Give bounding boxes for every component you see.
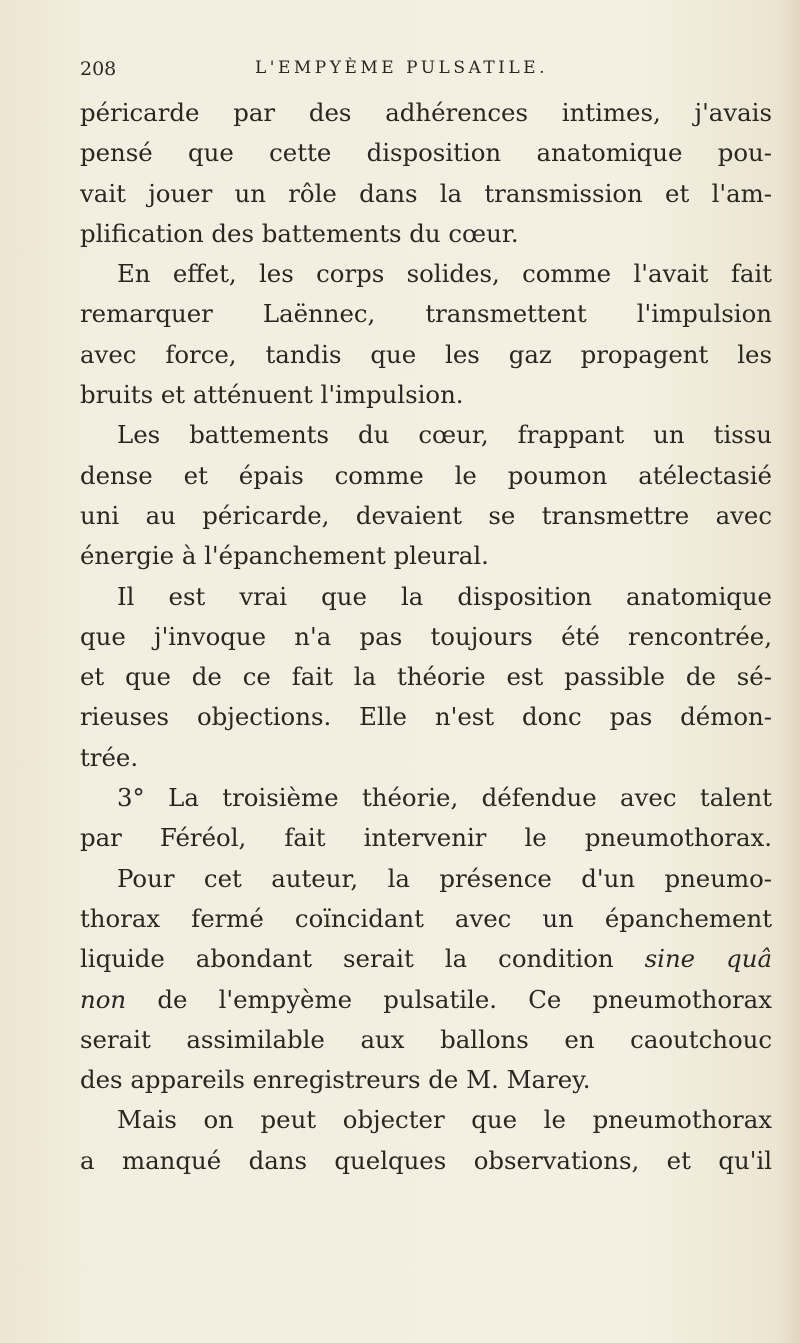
text-line: dense et épais comme le poumon atélectasié bbox=[80, 460, 772, 490]
text-line: rieuses objections. Elle n'est donc pas démon- bbox=[80, 702, 772, 732]
text-line: bruits et atténuent l'impulsion. bbox=[80, 380, 464, 410]
text-line: par Féréol, fait intervenir le pneumothorax. bbox=[80, 823, 772, 853]
text-line: plification des battements du cœur. bbox=[80, 218, 519, 248]
text-line: pensé que cette disposition anatomique pou- bbox=[80, 138, 772, 168]
running-title: L'EMPYÈME PULSATILE. bbox=[255, 58, 548, 78]
text-line-with-italic bbox=[80, 980, 772, 1020]
page-header bbox=[80, 58, 770, 88]
italic-phrase: sine quâ bbox=[644, 944, 772, 974]
text-line: Pour cet auteur, la présence d'un pneumo- bbox=[117, 863, 772, 893]
body-text bbox=[80, 93, 772, 1181]
text-line-with-italic bbox=[80, 939, 772, 979]
text-line: thorax fermé coïncidant avec un épanchement bbox=[80, 903, 772, 933]
text-line: a manqué dans quelques observations, et qu'il bbox=[80, 1145, 772, 1175]
text-line: que j'invoque n'a pas toujours été rencontrée, bbox=[80, 621, 772, 651]
page-edge-shadow bbox=[778, 0, 800, 1343]
text-line: et que de ce fait la théorie est passible de sé- bbox=[80, 662, 772, 692]
text-segment: liquide abondant serait la condition bbox=[80, 944, 614, 974]
text-line: avec force, tandis que les gaz propagent les bbox=[80, 339, 772, 369]
text-line: Les battements du cœur, frappant un tissu bbox=[117, 420, 772, 450]
text-line: remarquer Laënnec, transmettent l'impulsion bbox=[80, 299, 772, 329]
text-line: péricarde par des adhérences intimes, j'avais bbox=[80, 98, 772, 127]
text-line: En effet, les corps solides, comme l'avait fait bbox=[117, 259, 772, 289]
text-line: vait jouer un rôle dans la transmission et l'am- bbox=[80, 178, 772, 208]
text-line: 3° La troisième théorie, défendue avec talent bbox=[117, 783, 772, 813]
text-line: Mais on peut objecter que le pneumothorax bbox=[117, 1105, 772, 1135]
page-number: 208 bbox=[80, 58, 117, 80]
text-segment: de l'empyème pulsatile. Ce pneumothorax bbox=[157, 984, 772, 1014]
text-line: énergie à l'épanchement pleural. bbox=[80, 541, 489, 571]
text-line: des appareils enregistreurs de M. Marey. bbox=[80, 1065, 591, 1095]
text-line: Il est vrai que la disposition anatomique bbox=[117, 581, 772, 611]
text-line: trée. bbox=[80, 742, 139, 772]
text-line: serait assimilable aux ballons en caoutchouc bbox=[80, 1024, 772, 1054]
italic-phrase: non bbox=[80, 984, 127, 1014]
text-line: uni au péricarde, devaient se transmettre avec bbox=[80, 500, 772, 530]
